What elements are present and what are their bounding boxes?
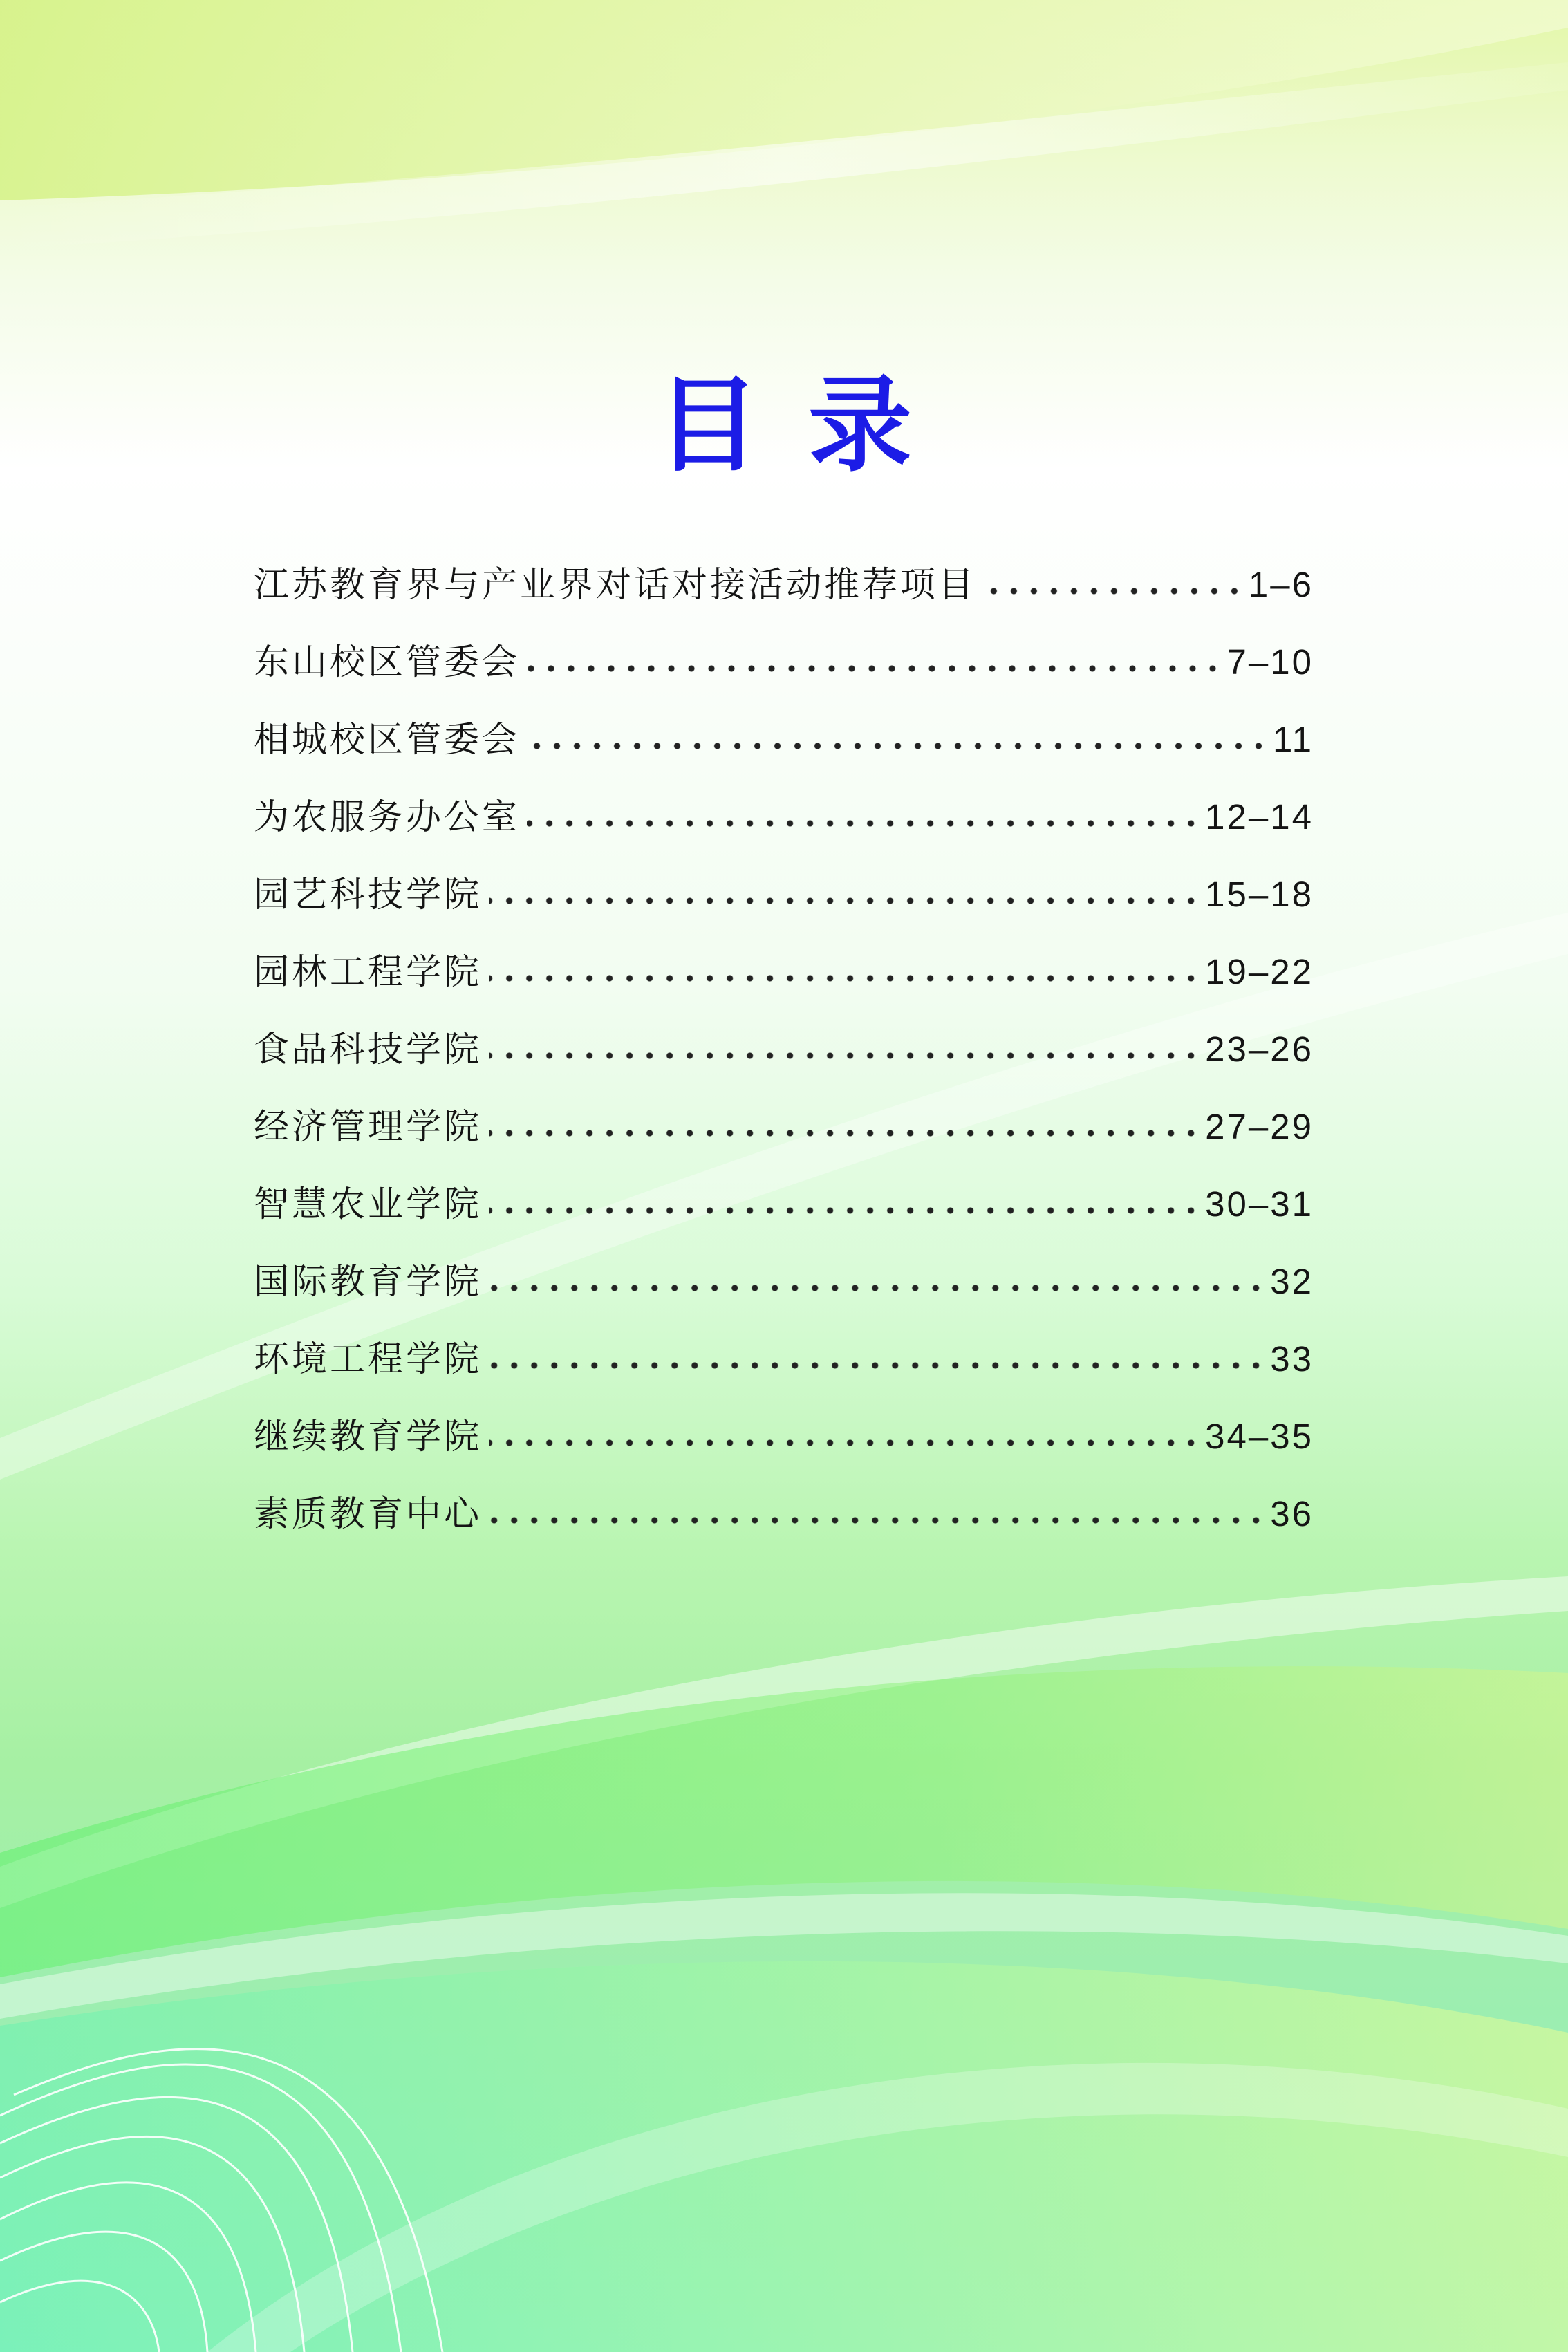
toc-entry-page: 15–18 xyxy=(1205,875,1314,914)
toc-entry-title: 经济管理学院 xyxy=(254,1107,483,1148)
toc-entry-page: 30–31 xyxy=(1205,1184,1314,1224)
toc-entry-title: 食品科技学院 xyxy=(254,1029,483,1070)
toc-entry-page: 11 xyxy=(1273,720,1314,759)
toc-entry[interactable] xyxy=(254,1088,1314,1166)
toc-entry[interactable] xyxy=(254,1243,1314,1320)
dot-leader xyxy=(527,816,1201,830)
dot-leader xyxy=(527,739,1269,753)
toc-entry-title: 为农服务办公室 xyxy=(254,797,521,838)
dot-leader xyxy=(489,1126,1201,1140)
toc-entry-title: 江苏教育界与产业界对话对接活动推荐项目 xyxy=(254,565,977,606)
toc-entry[interactable] xyxy=(254,1011,1314,1088)
toc-entry-page: 33 xyxy=(1270,1339,1314,1379)
toc-entry-page: 27–29 xyxy=(1205,1107,1314,1146)
dot-leader xyxy=(489,1359,1266,1372)
toc-entry-title: 园林工程学院 xyxy=(254,952,483,993)
dot-leader xyxy=(489,1513,1266,1527)
toc-entry-title: 园艺科技学院 xyxy=(254,875,483,915)
dot-leader xyxy=(489,1281,1266,1295)
toc-entry[interactable] xyxy=(254,1475,1314,1553)
toc-entry[interactable] xyxy=(254,546,1314,624)
toc-entry-page: 19–22 xyxy=(1205,952,1314,991)
toc-entry-title: 东山校区管委会 xyxy=(254,642,521,683)
toc-entry[interactable] xyxy=(254,624,1314,701)
toc-entry-page: 7–10 xyxy=(1226,642,1314,682)
dot-leader xyxy=(489,971,1201,985)
page-title: 目录 xyxy=(655,364,960,486)
toc-entry-page: 12–14 xyxy=(1205,797,1314,837)
toc-entry-title: 国际教育学院 xyxy=(254,1262,483,1303)
dot-leader xyxy=(489,1436,1201,1450)
toc-entry[interactable] xyxy=(254,1320,1314,1398)
toc-entry-title: 智慧农业学院 xyxy=(254,1184,483,1225)
toc-entry-page: 36 xyxy=(1270,1494,1314,1533)
dot-leader xyxy=(489,1049,1201,1063)
dot-leader xyxy=(489,1204,1201,1217)
toc-entry-title: 素质教育中心 xyxy=(254,1494,483,1535)
toc-entry-title: 继续教育学院 xyxy=(254,1417,483,1457)
toc-entry[interactable] xyxy=(254,1166,1314,1243)
toc-entry[interactable] xyxy=(254,701,1314,778)
dot-leader xyxy=(489,894,1201,908)
toc-entry-page: 23–26 xyxy=(1205,1029,1314,1069)
toc-entry-title: 相城校区管委会 xyxy=(254,720,521,760)
toc-entry-page: 1–6 xyxy=(1248,565,1314,604)
table-of-contents xyxy=(254,546,1314,1553)
toc-entry[interactable] xyxy=(254,856,1314,933)
toc-entry-page: 32 xyxy=(1270,1262,1314,1301)
dot-leader xyxy=(527,662,1223,675)
dot-leader xyxy=(983,584,1244,598)
toc-entry[interactable] xyxy=(254,778,1314,856)
toc-entry[interactable] xyxy=(254,1398,1314,1475)
toc-entry-page: 34–35 xyxy=(1205,1417,1314,1456)
toc-entry-title: 环境工程学院 xyxy=(254,1339,483,1380)
toc-entry[interactable] xyxy=(254,933,1314,1011)
